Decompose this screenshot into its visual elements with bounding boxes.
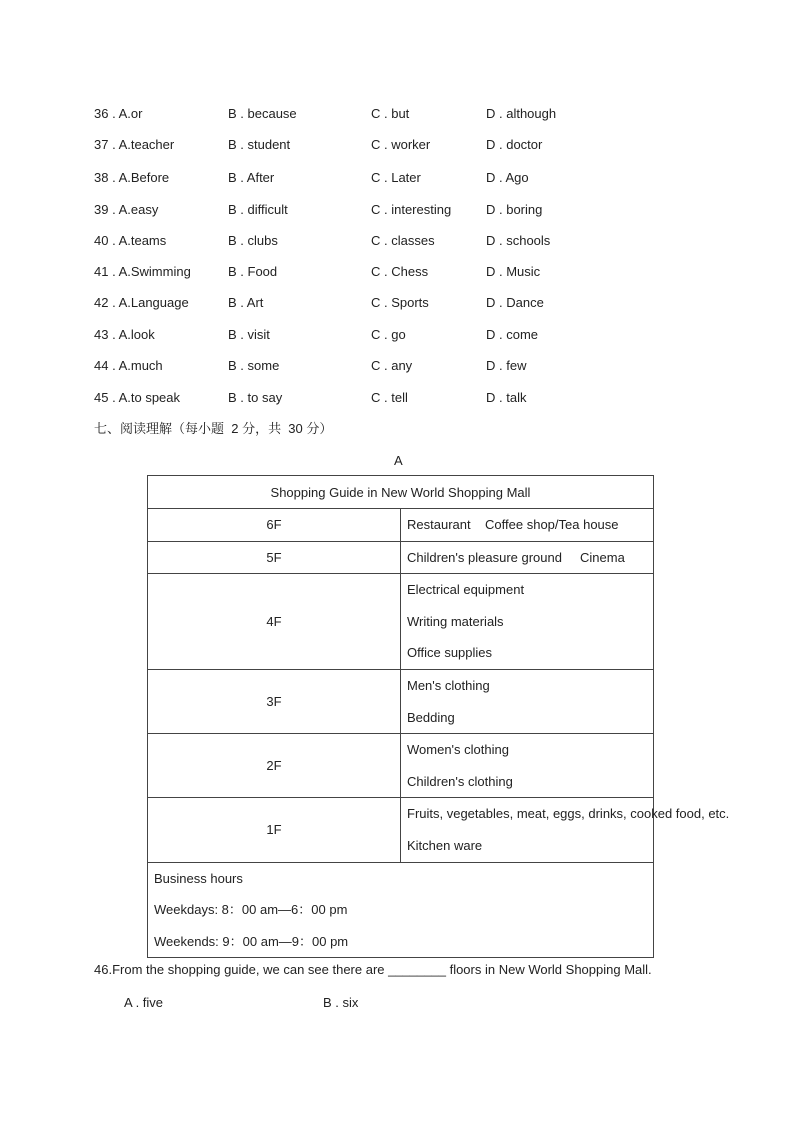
option-a[interactable]: A . five [124, 995, 164, 1010]
floor-label: 2F [148, 734, 401, 798]
option-b[interactable]: B . six [323, 995, 359, 1010]
option-b[interactable]: B . Food [228, 264, 278, 279]
floor-label: 6F [148, 509, 401, 542]
cloze-option-row [0, 233, 800, 253]
option-c[interactable]: C . classes [371, 233, 435, 248]
table-title-row [148, 476, 654, 509]
option-b[interactable]: B . some [228, 358, 280, 373]
option-c[interactable]: C . Later [371, 170, 421, 185]
table-row [148, 509, 654, 542]
floor-item: Children's pleasure ground Cinema [407, 549, 625, 565]
option-c[interactable]: C . Sports [371, 295, 429, 310]
option-b[interactable]: B . difficult [228, 202, 288, 217]
option-a[interactable]: 36 . A.or [94, 106, 143, 121]
option-a[interactable]: 37 . A.teacher [94, 137, 175, 152]
floor-item: Electrical equipment [407, 582, 525, 598]
option-c[interactable]: C . any [371, 358, 413, 373]
floor-items [401, 669, 654, 733]
shopping-guide-table [147, 475, 730, 958]
cloze-option-row [0, 358, 800, 378]
table-title: Shopping Guide in New World Shopping Mall [148, 476, 654, 509]
option-b[interactable]: B . clubs [228, 233, 278, 248]
floor-item: Children's clothing [407, 773, 513, 789]
option-a[interactable]: 42 . A.Language [94, 295, 189, 310]
option-d[interactable]: D . few [486, 358, 527, 373]
floor-item: Kitchen ware [407, 837, 483, 853]
floor-items [401, 509, 654, 542]
floor-items [401, 734, 654, 798]
table-row [148, 541, 654, 574]
option-c[interactable]: C . go [371, 327, 406, 342]
option-a[interactable]: 45 . A.to speak [94, 390, 181, 405]
option-d[interactable]: D . talk [486, 390, 527, 405]
floor-items [401, 541, 654, 574]
option-c[interactable]: C . worker [371, 137, 431, 152]
option-d[interactable]: D . schools [486, 233, 551, 248]
floor-item: Office supplies [407, 645, 493, 661]
floor-item: Fruits, vegetables, meat, eggs, drinks, cooked food, etc. [407, 806, 730, 822]
floor-label: 5F [148, 541, 401, 574]
option-a[interactable]: 41 . A.Swimming [94, 264, 191, 279]
floor-item: Restaurant Coffee shop/Tea house [407, 517, 619, 532]
option-b[interactable]: B . visit [228, 327, 270, 342]
floor-label: 4F [148, 574, 401, 670]
floor-item: Writing materials [407, 613, 504, 629]
floor-item: Women's clothing [407, 742, 509, 758]
option-a[interactable]: 40 . A.teams [94, 233, 167, 248]
option-b[interactable]: B . to say [228, 390, 283, 405]
floor-label: 3F [148, 669, 401, 733]
floor-label: 1F [148, 798, 401, 862]
cloze-option-row [0, 202, 800, 222]
option-a[interactable]: 39 . A.easy [94, 202, 159, 217]
table-row [148, 734, 654, 798]
option-d[interactable]: D . Dance [486, 295, 544, 310]
table-row [148, 574, 654, 670]
table-row [148, 669, 654, 733]
option-d[interactable]: D . come [486, 327, 539, 342]
option-a[interactable]: 43 . A.look [94, 327, 155, 342]
business-hours-title: Business hours [154, 870, 243, 886]
cloze-option-row [0, 170, 800, 190]
floor-item: Bedding [407, 709, 455, 725]
section-heading: 七、阅读理解（每小题 2 分，共 30 分） [94, 421, 333, 436]
cloze-option-row [0, 390, 800, 410]
option-d[interactable]: D . boring [486, 202, 543, 217]
option-c[interactable]: C . tell [371, 390, 408, 405]
option-d[interactable]: D . doctor [486, 137, 543, 152]
cloze-option-row [0, 327, 800, 347]
option-b[interactable]: B . After [228, 170, 275, 185]
floor-item: Men's clothing [407, 677, 490, 693]
table-row [148, 798, 654, 862]
cloze-option-row [0, 106, 800, 126]
cloze-option-row [0, 264, 800, 284]
option-c[interactable]: C . interesting [371, 202, 452, 217]
business-hours-cell [148, 862, 654, 958]
option-d[interactable]: D . Ago [486, 170, 529, 185]
passage-label: A [394, 453, 403, 468]
cloze-option-row [0, 137, 800, 157]
option-b[interactable]: B . because [228, 106, 297, 121]
option-c[interactable]: C . but [371, 106, 410, 121]
cloze-option-row [0, 295, 800, 315]
option-b[interactable]: B . student [228, 137, 291, 152]
option-c[interactable]: C . Chess [371, 264, 429, 279]
floor-items [401, 574, 654, 670]
option-b[interactable]: B . Art [228, 295, 264, 310]
option-a[interactable]: 44 . A.much [94, 358, 163, 373]
business-hours-row [148, 862, 654, 958]
option-a[interactable]: 38 . A.Before [94, 170, 170, 185]
weekends-hours: Weekends: 9：00 am—9：00 pm [154, 933, 349, 949]
question-46: 46.From the shopping guide, we can see there are ________ floors in New World Shopping Mall. [94, 962, 652, 977]
option-d[interactable]: D . Music [486, 264, 541, 279]
weekdays-hours: Weekdays: 8：00 am—6：00 pm [154, 902, 348, 918]
floor-items [401, 798, 730, 862]
option-d[interactable]: D . although [486, 106, 557, 121]
